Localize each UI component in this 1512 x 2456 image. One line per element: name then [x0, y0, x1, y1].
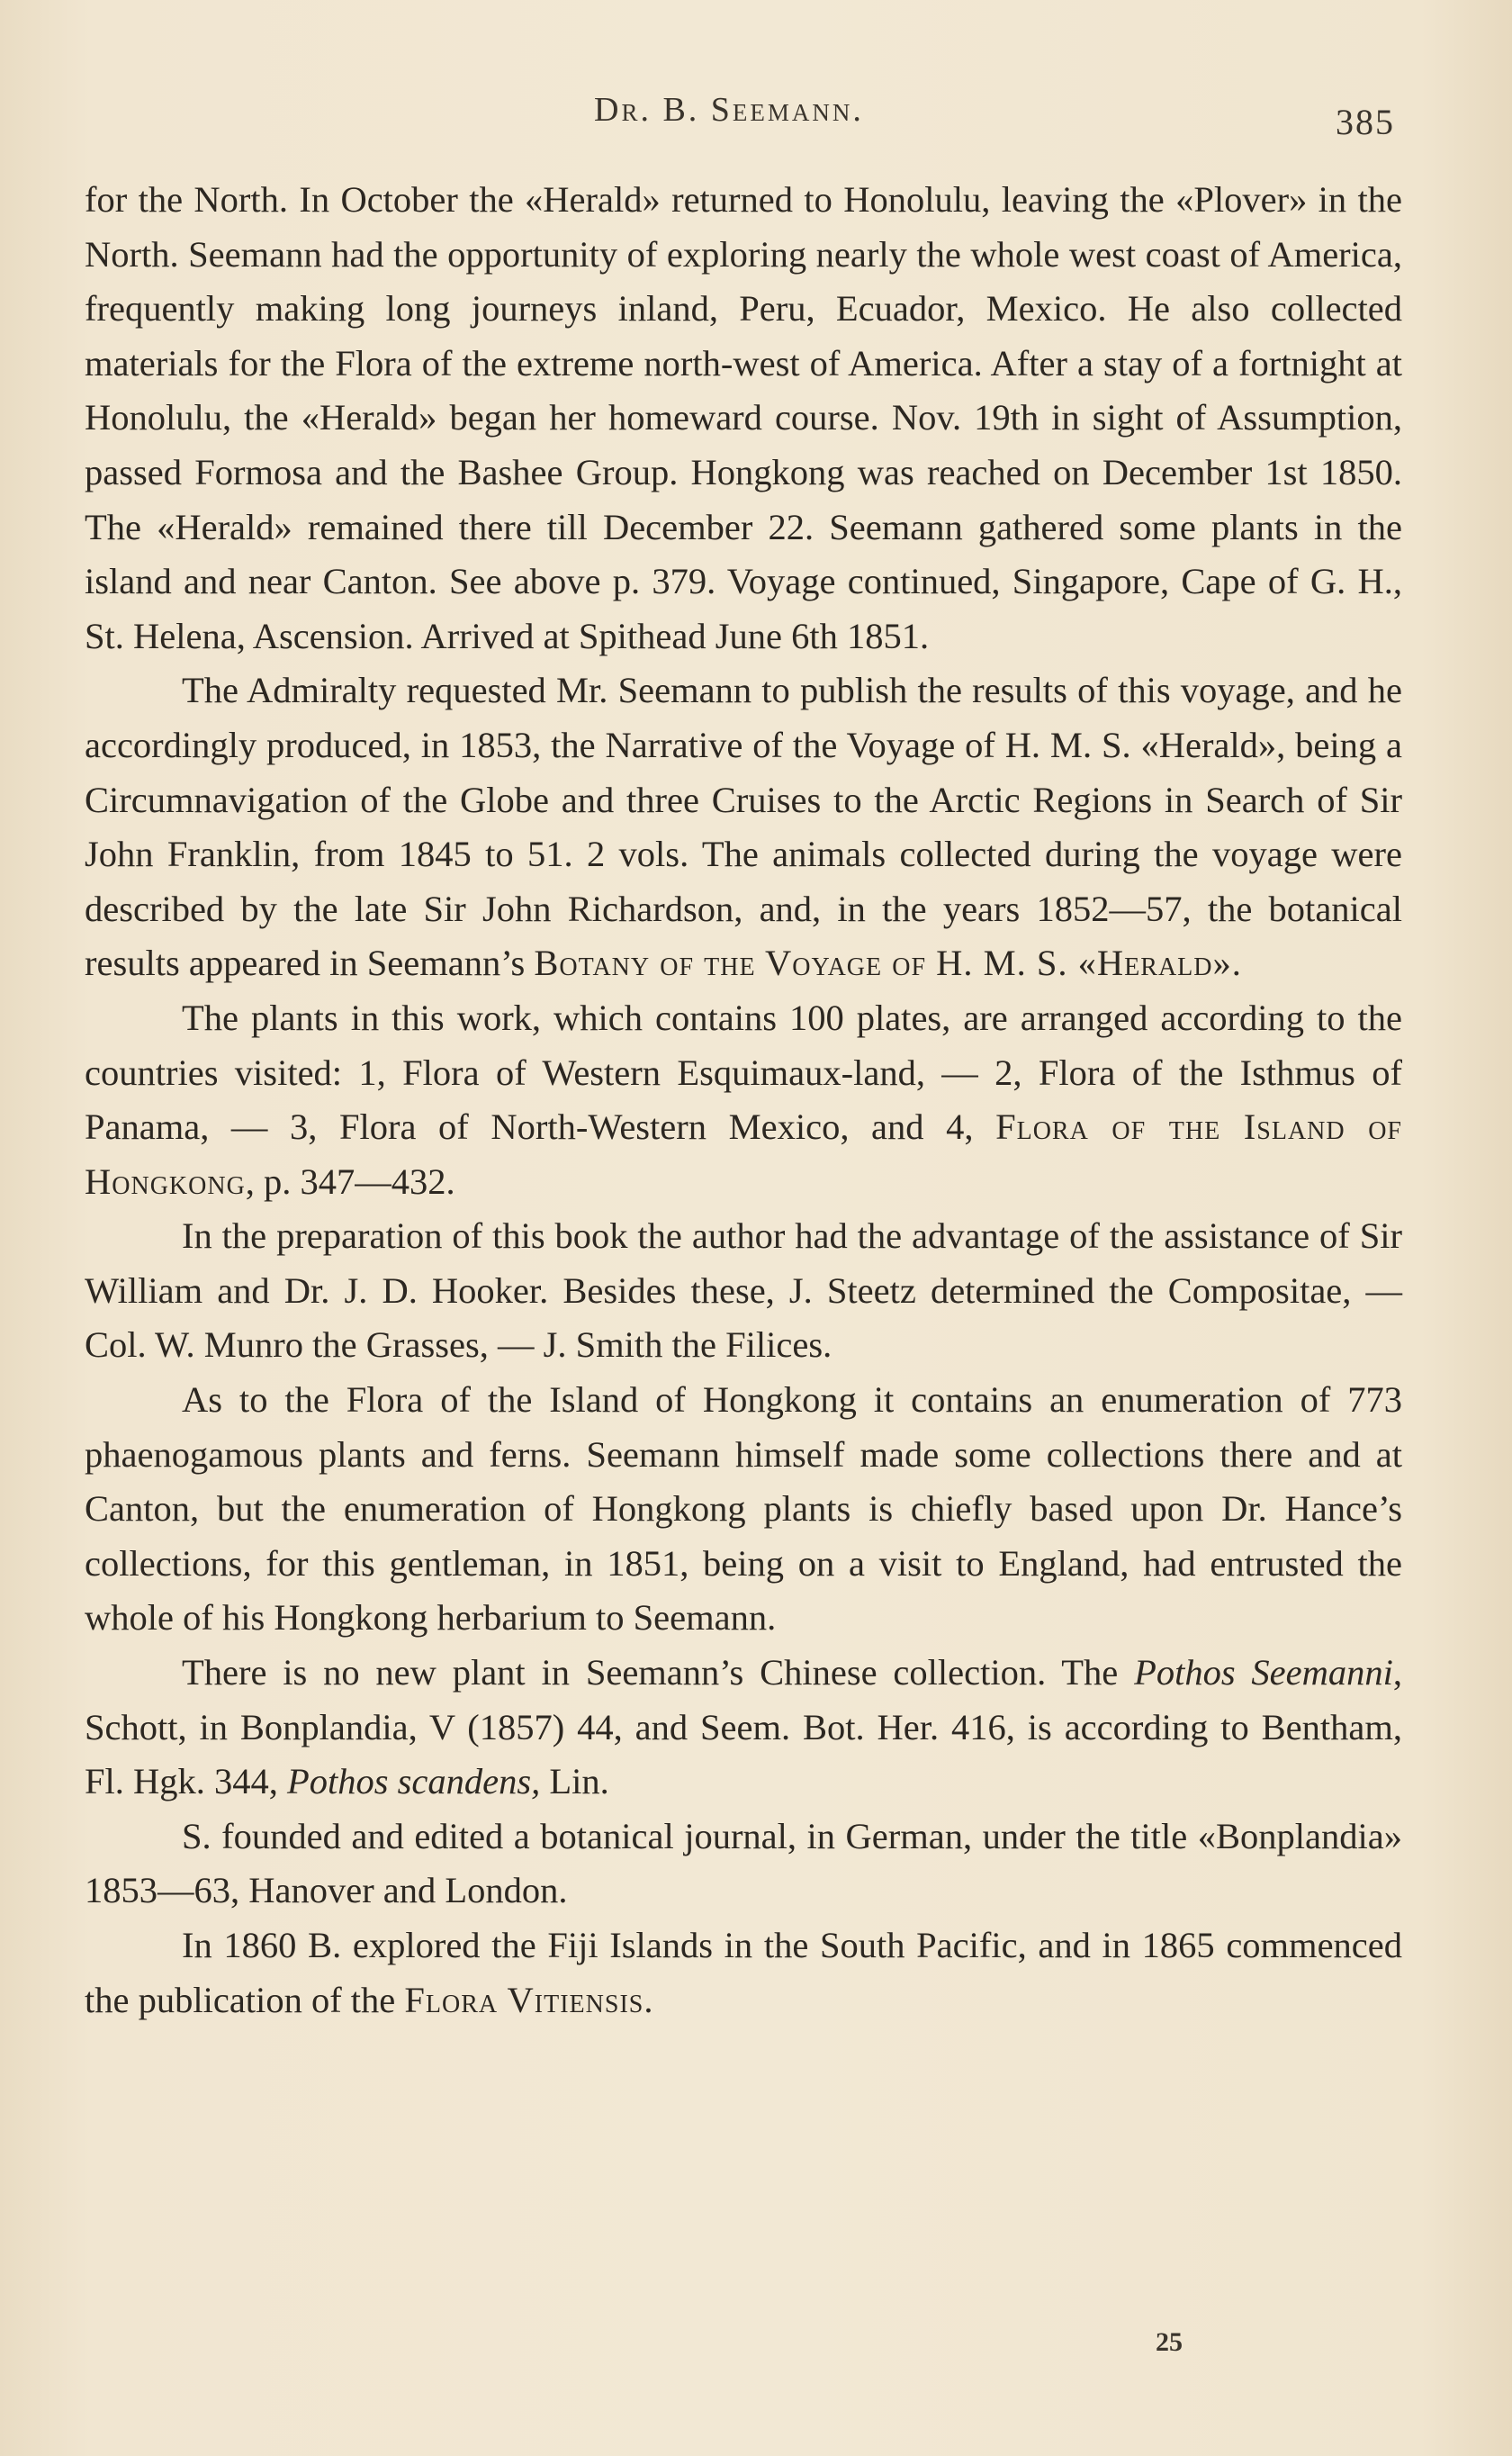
paragraph-p7 [85, 1810, 1402, 1919]
paragraph-p6 [85, 1646, 1402, 1810]
text-segment: Lin. [540, 1761, 609, 1802]
text-segment: . [1231, 943, 1241, 984]
text-segment: . [644, 1979, 653, 2020]
text-segment: The Admiralty requested Mr. Seemann to publish the results of this voyage, and he accordingly produced, in 1853, the Narrative of the Voyage of H. M. S. «Herald», being a Circumnavigation of the Globe and three Cruises to the Arctic Regions in Search of Sir John Franklin, from 1845 to 51. 2 vols. The animals collected during the voyage were described by the late Sir John Richardson, and, in the years 1852—57, the botanical results appeared in Seemann’s [85, 670, 1402, 984]
text-segment: S. founded and edited a botanical journal, in German, under the title «Bonplandia» 1853—63, Hanover and London. [85, 1815, 1402, 1911]
paragraph-p3 [85, 991, 1402, 1209]
signature-mark: 25 [1156, 2327, 1183, 2357]
paragraph-p4 [85, 1209, 1402, 1373]
text-segment: The plants in this work, which contains 100 plates, are arranged according to the countries visited: 1, Flora of Western Esquimaux-land, — 2, Flora of the Isthmus of Panama, — 3, Flora of North-Western Mexico, and 4, [85, 997, 1402, 1148]
small-caps-title: Botany of the Voyage of H. M. S. «Herald» [534, 943, 1232, 984]
small-caps-title: Flora Vitiensis [404, 1979, 644, 2020]
page-number: 385 [1336, 102, 1395, 142]
text-segment: for the North. In October the «Herald» returned to Honolulu, leaving the «Plover» in the North. Seemann had the opportunity of exploring nearly the whole west coast of America, frequently making long journeys inland, Peru, Ecuador, Mexico. He also collected materials for the Flora of the extreme north-west of America. After a stay of a fortnight at Honolulu, the «Herald» began her homeward course. Nov. 19th in sight of Assumption, passed Formosa and the Bashee Group. Hongkong was reached on December 1st 1850. The «Herald» remained there till December 22. Seemann gathered some plants in the island and near Canton. See above p. 379. Voyage continued, Singapore, Cape of G. H., St. Helena, Ascension. Arrived at Spithead June 6th 1851. [85, 179, 1402, 656]
text-segment: , Schott, in Bonplandia, V (1857) 44, and Seem. Bot. Her. 416, is according to Bentham, Fl. Hgk. 344, [85, 1652, 1402, 1802]
running-title: Dr. B. Seemann. [594, 91, 864, 129]
text-segment: As to the Flora of the Island of Hongkong it contains an enumeration of 773 phaenogamous plants and ferns. Seemann himself made some collections there and at Canton, but the enumeration of Hongkong plants is chiefly based upon Dr. Hance’s collections, for this gentleman, in 1851, being on a visit to England, had entrusted the whole of his Hongkong herbarium to Seemann. [85, 1379, 1402, 1639]
text-segment: In 1860 B. explored the Fiji Islands in the South Pacific, and in 1865 commenced the publication of the [85, 1925, 1402, 2020]
small-caps-title: Flora of the Island of Hongkong [85, 1106, 1402, 1202]
paragraph-p1 [85, 173, 1402, 664]
running-head [0, 90, 1512, 144]
paragraph-p5 [85, 1373, 1402, 1646]
text-segment: , p. 347—432. [245, 1160, 455, 1202]
italic-text: Pothos Seemanni [1134, 1652, 1393, 1693]
body-text [85, 173, 1402, 2027]
text-segment: In the preparation of this book the author had the advantage of the assistance of Sir William and Dr. J. D. Hooker. Besides these, J. Steetz determined the Compositae, — Col. W. Munro the Grasses, — J. Smith the Filices. [85, 1215, 1402, 1366]
paragraph-p8 [85, 1919, 1402, 2027]
italic-text: Pothos scandens, [287, 1761, 541, 1802]
text-segment: There is no new plant in Seemann’s Chinese collection. The [182, 1652, 1135, 1693]
paragraph-p2 [85, 664, 1402, 991]
